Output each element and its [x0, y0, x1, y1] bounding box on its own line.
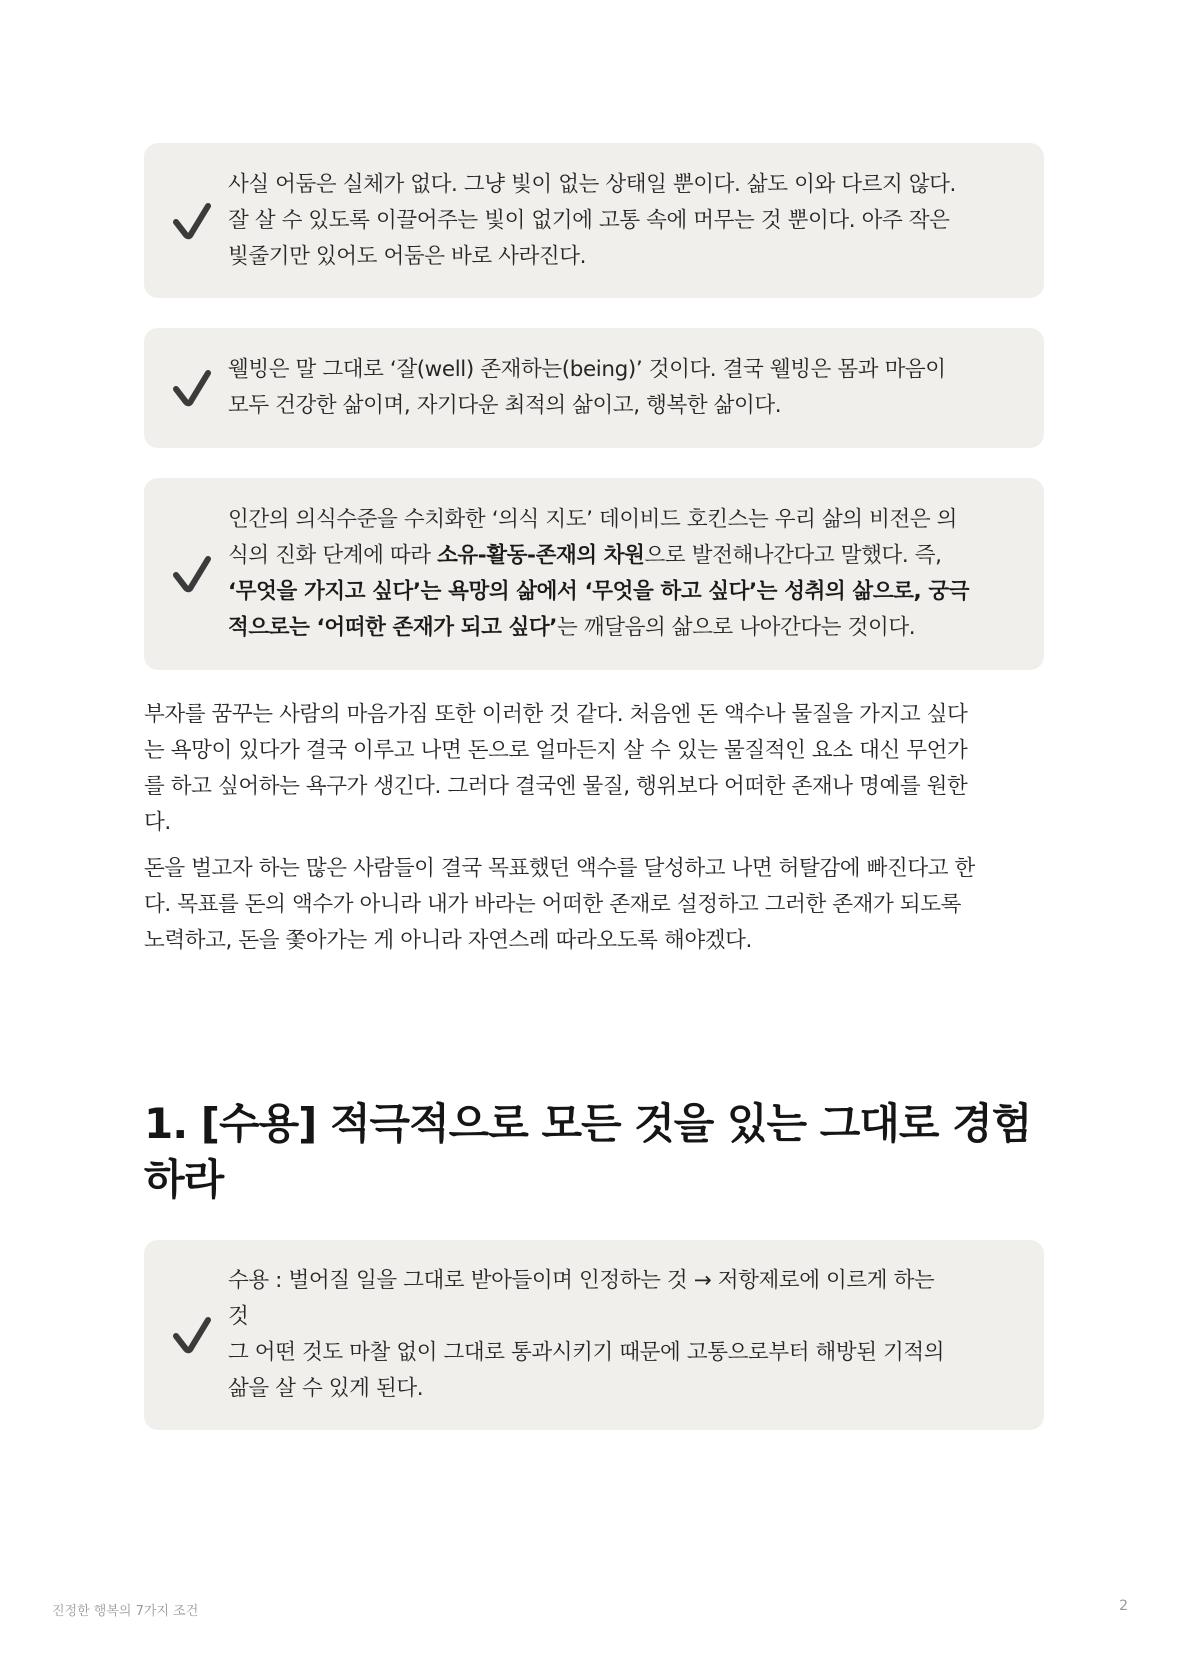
paragraph-line: 는 욕망이 있다가 결국 이루고 나면 돈으로 얼마든지 살 수 있는 물질적인 요소 대신 무언가 — [144, 738, 968, 763]
paragraph-line: 를 하고 싶어하는 욕구가 생긴다. 그러다 결국엔 물질, 행위보다 어떠한 존재나 명예를 원한 — [144, 774, 968, 799]
callout-line — [228, 610, 1018, 646]
callout-text-segment: 식의 진화 단계에 따라 — [228, 543, 438, 568]
checkmark-icon — [168, 364, 216, 412]
paragraph-line: 부자를 꿈꾸는 사람의 마음가짐 또한 이러한 것 같다. 처음엔 돈 액수나 물질을 가지고 싶다 — [144, 702, 968, 727]
callout-line: 그 어떤 것도 마찰 없이 그대로 통과시키기 때문에 고통으로부터 해방된 기적의 — [228, 1340, 945, 1365]
callout-line: 것 — [228, 1304, 249, 1329]
checkmark-icon — [168, 1311, 216, 1359]
callout-line — [228, 538, 1018, 574]
paragraph-line: 노력하고, 돈을 쫓아가는 게 아니라 자연스레 따라오도록 해야겠다. — [144, 928, 752, 953]
checkmark-icon — [168, 197, 216, 245]
callout-text — [228, 502, 1018, 646]
callout-line: 웰빙은 말 그대로 ‘잘(well) 존재하는(being)’ 것이다. 결국 웰빙은 몸과 마음이 — [228, 357, 946, 382]
heading-line: 1. [수용] 적극적으로 모든 것을 있는 그대로 경험 — [144, 1099, 1032, 1148]
callout-box-acceptance — [144, 1240, 1044, 1430]
callout-text-segment: 는 깨달음의 삶으로 나아간다는 것이다. — [557, 615, 916, 640]
callout-bold-text: ‘무엇을 가지고 싶다’는 욕망의 삶에서 ‘무엇을 하고 싶다’는 성취의 삶으로, 궁극 — [228, 579, 970, 604]
callout-line: 잘 살 수 있도록 이끌어주는 빛이 없기에 고통 속에 머무는 것 뿐이다. 아주 작은 — [228, 207, 950, 233]
callout-box-consciousness-map — [144, 478, 1044, 670]
callout-bold-text: 적으로는 ‘어떠한 존재가 되고 싶다’ — [228, 615, 558, 640]
callout-box-wellbeing — [144, 328, 1044, 448]
callout-text — [228, 167, 1018, 275]
callout-line: 사실 어둠은 실체가 없다. 그냥 빛이 없는 상태일 뿐이다. 삶도 이와 다르지 않다. — [228, 171, 956, 197]
callout-text-segment: 으로 발전해나간다고 말했다. 즉, — [644, 543, 942, 568]
callout-box-darkness — [144, 143, 1044, 298]
callout-line: 삶을 살 수 있게 된다. — [228, 1376, 424, 1401]
callout-line — [228, 574, 1018, 610]
section-heading — [144, 1096, 1044, 1208]
callout-line: 모두 건강한 삶이며, 자기다운 최적의 삶이고, 행복한 삶이다. — [228, 393, 782, 418]
callout-line: 수용 : 벌어질 일을 그대로 받아들이며 인정하는 것 → 저항제로에 이르게 하는 — [228, 1268, 935, 1293]
paragraph-line: 다. — [144, 810, 171, 835]
callout-text — [228, 1263, 1018, 1407]
heading-line: 하라 — [144, 1155, 224, 1204]
footer-page-number: 2 — [1119, 1598, 1128, 1614]
callout-line: 빛줄기만 있어도 어둠은 바로 사라진다. — [228, 243, 587, 269]
footer-document-title: 진정한 행복의 7가지 조건 — [52, 1604, 199, 1619]
paragraph-line: 돈을 벌고자 하는 많은 사람들이 결국 목표했던 액수를 달성하고 나면 허탈감에 빠진다고 한 — [144, 856, 975, 881]
paragraph-line: 다. 목표를 돈의 액수가 아니라 내가 바라는 어떠한 존재로 설정하고 그러한 존재가 되도록 — [144, 892, 961, 917]
callout-text — [228, 352, 1018, 424]
body-paragraph — [144, 851, 1044, 959]
callout-bold-text: 소유-활동-존재의 차원 — [437, 543, 645, 568]
checkmark-icon — [168, 550, 216, 598]
callout-line: 인간의 의식수준을 수치화한 ‘의식 지도’ 데이비드 호킨스는 우리 삶의 비전은 의 — [228, 507, 958, 532]
body-paragraph — [144, 697, 1044, 841]
